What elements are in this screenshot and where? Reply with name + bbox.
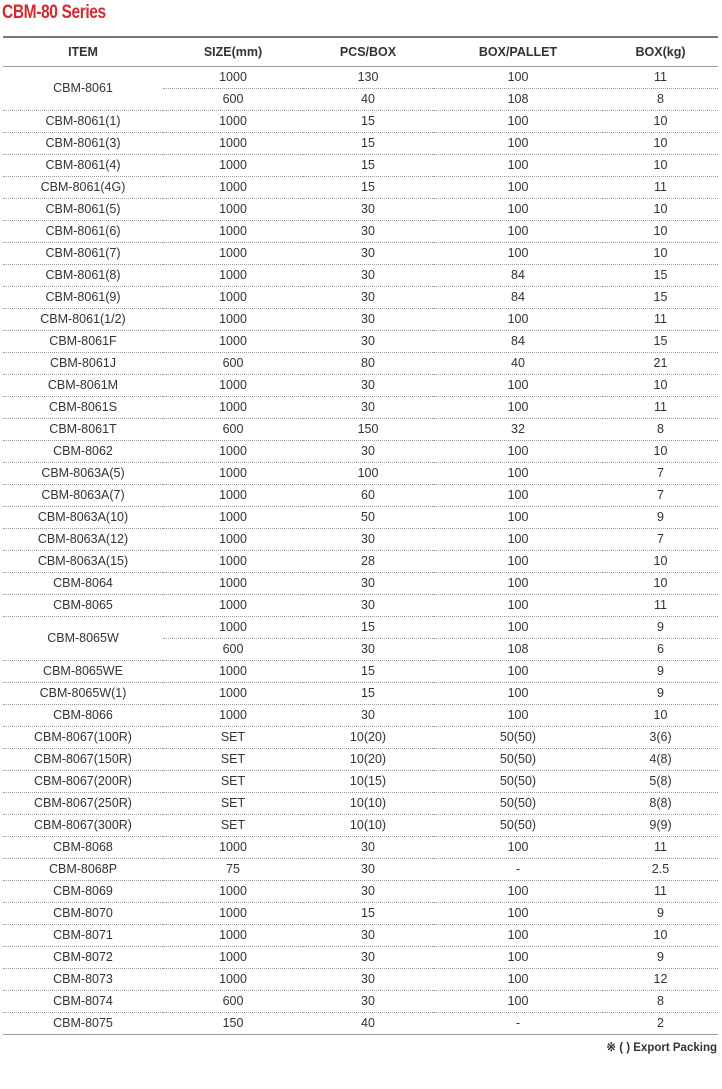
box-pallet-cell: 100 (433, 507, 603, 529)
pcs-box-cell: 15 (303, 683, 433, 705)
pcs-box-cell: 50 (303, 507, 433, 529)
table-row (3, 353, 718, 375)
item-cell: CBM-8063A(12) (3, 529, 163, 551)
size-cell: SET (163, 749, 303, 771)
table-row (3, 991, 718, 1013)
size-cell: 600 (163, 419, 303, 441)
box-pallet-cell: 100 (433, 199, 603, 221)
spec-table (3, 36, 718, 1035)
pcs-box-cell: 130 (303, 67, 433, 89)
box-pallet-cell: 100 (433, 705, 603, 727)
size-cell: 1000 (163, 265, 303, 287)
item-cell: CBM-8070 (3, 903, 163, 925)
pcs-box-cell: 15 (303, 111, 433, 133)
column-header-size: SIZE(mm) (163, 37, 303, 67)
table-row (3, 771, 718, 793)
table-row (3, 617, 718, 639)
box-kg-cell: 7 (603, 485, 718, 507)
size-cell: 1000 (163, 331, 303, 353)
box-pallet-cell: 100 (433, 969, 603, 991)
box-kg-cell: 10 (603, 441, 718, 463)
pcs-box-cell: 30 (303, 881, 433, 903)
item-cell: CBM-8065W (3, 617, 163, 661)
box-kg-cell: 2.5 (603, 859, 718, 881)
item-cell: CBM-8065 (3, 595, 163, 617)
size-cell: SET (163, 793, 303, 815)
box-pallet-cell: 100 (433, 529, 603, 551)
item-cell: CBM-8063A(5) (3, 463, 163, 485)
box-kg-cell: 5(8) (603, 771, 718, 793)
box-kg-cell: 15 (603, 331, 718, 353)
size-cell: 1000 (163, 661, 303, 683)
pcs-box-cell: 10(10) (303, 815, 433, 837)
table-row (3, 309, 718, 331)
table-row (3, 67, 718, 89)
pcs-box-cell: 30 (303, 925, 433, 947)
box-pallet-cell: 100 (433, 111, 603, 133)
box-pallet-cell: 100 (433, 133, 603, 155)
box-kg-cell: 10 (603, 551, 718, 573)
pcs-box-cell: 30 (303, 331, 433, 353)
box-kg-cell: 9 (603, 661, 718, 683)
item-cell: CBM-8069 (3, 881, 163, 903)
footnote: ※ ( ) Export Packing (606, 1042, 717, 1054)
box-pallet-cell: 100 (433, 221, 603, 243)
item-cell: CBM-8061(5) (3, 199, 163, 221)
item-cell: CBM-8061(1/2) (3, 309, 163, 331)
box-kg-cell: 8 (603, 991, 718, 1013)
item-cell: CBM-8061F (3, 331, 163, 353)
table-row (3, 529, 718, 551)
table-row (3, 969, 718, 991)
item-cell: CBM-8061J (3, 353, 163, 375)
box-kg-cell: 8 (603, 89, 718, 111)
box-pallet-cell: 100 (433, 617, 603, 639)
pcs-box-cell: 28 (303, 551, 433, 573)
table-row (3, 287, 718, 309)
table-row (3, 155, 718, 177)
box-pallet-cell: 100 (433, 177, 603, 199)
size-cell: 1000 (163, 221, 303, 243)
table-row (3, 837, 718, 859)
pcs-box-cell: 15 (303, 177, 433, 199)
pcs-box-cell: 30 (303, 199, 433, 221)
item-cell: CBM-8066 (3, 705, 163, 727)
item-cell: CBM-8061(4) (3, 155, 163, 177)
item-cell: CBM-8061(7) (3, 243, 163, 265)
box-kg-cell: 12 (603, 969, 718, 991)
table-row (3, 441, 718, 463)
box-pallet-cell: 32 (433, 419, 603, 441)
table-row (3, 661, 718, 683)
box-kg-cell: 10 (603, 243, 718, 265)
size-cell: 1000 (163, 705, 303, 727)
box-pallet-cell: 100 (433, 595, 603, 617)
pcs-box-cell: 30 (303, 375, 433, 397)
box-pallet-cell: 100 (433, 375, 603, 397)
box-pallet-cell: 100 (433, 661, 603, 683)
pcs-box-cell: 10(20) (303, 727, 433, 749)
size-cell: 1000 (163, 111, 303, 133)
box-pallet-cell: 100 (433, 155, 603, 177)
pcs-box-cell: 80 (303, 353, 433, 375)
table-row (3, 947, 718, 969)
table-row (3, 199, 718, 221)
box-pallet-cell: 100 (433, 837, 603, 859)
item-cell: CBM-8068 (3, 837, 163, 859)
table-row (3, 551, 718, 573)
item-cell: CBM-8067(150R) (3, 749, 163, 771)
box-kg-cell: 9 (603, 947, 718, 969)
size-cell: 1000 (163, 463, 303, 485)
pcs-box-cell: 30 (303, 947, 433, 969)
box-pallet-cell: 84 (433, 265, 603, 287)
size-cell: 1000 (163, 881, 303, 903)
table-row (3, 595, 718, 617)
pcs-box-cell: 30 (303, 837, 433, 859)
box-pallet-cell: 108 (433, 639, 603, 661)
size-cell: 150 (163, 1013, 303, 1035)
box-pallet-cell: - (433, 1013, 603, 1035)
pcs-box-cell: 10(15) (303, 771, 433, 793)
box-pallet-cell: 100 (433, 243, 603, 265)
box-pallet-cell: 50(50) (433, 815, 603, 837)
table-row (3, 397, 718, 419)
box-pallet-cell: 100 (433, 903, 603, 925)
box-pallet-cell: 100 (433, 309, 603, 331)
size-cell: 1000 (163, 199, 303, 221)
size-cell: 75 (163, 859, 303, 881)
pcs-box-cell: 100 (303, 463, 433, 485)
item-cell: CBM-8061(1) (3, 111, 163, 133)
table-row (3, 111, 718, 133)
item-cell: CBM-8067(100R) (3, 727, 163, 749)
pcs-box-cell: 40 (303, 1013, 433, 1035)
item-cell: CBM-8072 (3, 947, 163, 969)
box-pallet-cell: 50(50) (433, 727, 603, 749)
box-kg-cell: 4(8) (603, 749, 718, 771)
box-kg-cell: 11 (603, 881, 718, 903)
item-cell: CBM-8062 (3, 441, 163, 463)
size-cell: 600 (163, 639, 303, 661)
table-row (3, 705, 718, 727)
box-kg-cell: 10 (603, 111, 718, 133)
table-row (3, 727, 718, 749)
box-pallet-cell: 100 (433, 573, 603, 595)
table-row (3, 925, 718, 947)
size-cell: 1000 (163, 683, 303, 705)
size-cell: 1000 (163, 837, 303, 859)
box-pallet-cell: 100 (433, 683, 603, 705)
size-cell: 1000 (163, 485, 303, 507)
column-header-box-pallet: BOX/PALLET (433, 37, 603, 67)
box-kg-cell: 9 (603, 617, 718, 639)
table-row (3, 573, 718, 595)
table-row (3, 815, 718, 837)
item-cell: CBM-8061(6) (3, 221, 163, 243)
box-pallet-cell: 100 (433, 551, 603, 573)
pcs-box-cell: 30 (303, 529, 433, 551)
box-kg-cell: 15 (603, 265, 718, 287)
size-cell: 1000 (163, 155, 303, 177)
box-pallet-cell: 84 (433, 331, 603, 353)
table-row (3, 133, 718, 155)
column-header-pcs-box: PCS/BOX (303, 37, 433, 67)
box-kg-cell: 11 (603, 309, 718, 331)
box-kg-cell: 9(9) (603, 815, 718, 837)
table-row (3, 331, 718, 353)
box-kg-cell: 11 (603, 595, 718, 617)
size-cell: 1000 (163, 947, 303, 969)
size-cell: 1000 (163, 529, 303, 551)
item-cell: CBM-8063A(7) (3, 485, 163, 507)
size-cell: 600 (163, 353, 303, 375)
box-kg-cell: 10 (603, 155, 718, 177)
size-cell: 1000 (163, 617, 303, 639)
pcs-box-cell: 30 (303, 397, 433, 419)
pcs-box-cell: 15 (303, 903, 433, 925)
pcs-box-cell: 30 (303, 243, 433, 265)
table-row (3, 375, 718, 397)
size-cell: SET (163, 727, 303, 749)
pcs-box-cell: 15 (303, 155, 433, 177)
box-kg-cell: 10 (603, 221, 718, 243)
table-row (3, 859, 718, 881)
page-title: CBM-80 Series (2, 2, 106, 23)
item-cell: CBM-8063A(10) (3, 507, 163, 529)
size-cell: 1000 (163, 67, 303, 89)
pcs-box-cell: 150 (303, 419, 433, 441)
box-kg-cell: 21 (603, 353, 718, 375)
box-pallet-cell: 100 (433, 397, 603, 419)
pcs-box-cell: 30 (303, 969, 433, 991)
table-header (3, 37, 718, 67)
item-cell: CBM-8061(3) (3, 133, 163, 155)
table-row (3, 177, 718, 199)
box-pallet-cell: 108 (433, 89, 603, 111)
item-cell: CBM-8064 (3, 573, 163, 595)
item-cell: CBM-8068P (3, 859, 163, 881)
size-cell: 1000 (163, 243, 303, 265)
box-kg-cell: 2 (603, 1013, 718, 1035)
table-row (3, 1013, 718, 1035)
item-cell: CBM-8074 (3, 991, 163, 1013)
box-pallet-cell: 100 (433, 925, 603, 947)
pcs-box-cell: 15 (303, 617, 433, 639)
box-pallet-cell: 100 (433, 67, 603, 89)
item-cell: CBM-8065W(1) (3, 683, 163, 705)
size-cell: 1000 (163, 441, 303, 463)
pcs-box-cell: 40 (303, 89, 433, 111)
size-cell: 600 (163, 991, 303, 1013)
box-kg-cell: 6 (603, 639, 718, 661)
item-cell: CBM-8071 (3, 925, 163, 947)
box-kg-cell: 11 (603, 67, 718, 89)
item-cell: CBM-8061(4G) (3, 177, 163, 199)
item-cell: CBM-8075 (3, 1013, 163, 1035)
pcs-box-cell: 30 (303, 265, 433, 287)
box-kg-cell: 15 (603, 287, 718, 309)
box-kg-cell: 3(6) (603, 727, 718, 749)
box-pallet-cell: 100 (433, 881, 603, 903)
pcs-box-cell: 30 (303, 573, 433, 595)
box-pallet-cell: 50(50) (433, 793, 603, 815)
box-kg-cell: 8(8) (603, 793, 718, 815)
table-row (3, 507, 718, 529)
table-row (3, 903, 718, 925)
pcs-box-cell: 30 (303, 221, 433, 243)
pcs-box-cell: 30 (303, 991, 433, 1013)
box-pallet-cell: 50(50) (433, 771, 603, 793)
size-cell: 1000 (163, 309, 303, 331)
box-pallet-cell: 100 (433, 947, 603, 969)
size-cell: 1000 (163, 551, 303, 573)
pcs-box-cell: 30 (303, 441, 433, 463)
box-kg-cell: 10 (603, 573, 718, 595)
box-kg-cell: 10 (603, 375, 718, 397)
item-cell: CBM-8061S (3, 397, 163, 419)
size-cell: 1000 (163, 133, 303, 155)
box-kg-cell: 9 (603, 683, 718, 705)
size-cell: 1000 (163, 507, 303, 529)
table-row (3, 793, 718, 815)
table-row (3, 749, 718, 771)
column-header-item: ITEM (3, 37, 163, 67)
table-row (3, 463, 718, 485)
item-cell: CBM-8063A(15) (3, 551, 163, 573)
box-kg-cell: 7 (603, 463, 718, 485)
pcs-box-cell: 30 (303, 309, 433, 331)
size-cell: 1000 (163, 925, 303, 947)
box-kg-cell: 8 (603, 419, 718, 441)
item-cell: CBM-8061T (3, 419, 163, 441)
pcs-box-cell: 30 (303, 595, 433, 617)
pcs-box-cell: 15 (303, 661, 433, 683)
table-row (3, 485, 718, 507)
item-cell: CBM-8061(8) (3, 265, 163, 287)
size-cell: SET (163, 815, 303, 837)
item-cell: CBM-8061M (3, 375, 163, 397)
box-pallet-cell: 50(50) (433, 749, 603, 771)
box-kg-cell: 9 (603, 903, 718, 925)
size-cell: 1000 (163, 397, 303, 419)
table-row (3, 265, 718, 287)
size-cell: 1000 (163, 375, 303, 397)
table-body (3, 67, 718, 1035)
box-pallet-cell: 40 (433, 353, 603, 375)
box-kg-cell: 11 (603, 837, 718, 859)
box-pallet-cell: 100 (433, 441, 603, 463)
size-cell: SET (163, 771, 303, 793)
item-cell: CBM-8065WE (3, 661, 163, 683)
pcs-box-cell: 30 (303, 639, 433, 661)
pcs-box-cell: 30 (303, 859, 433, 881)
box-kg-cell: 9 (603, 507, 718, 529)
item-cell: CBM-8073 (3, 969, 163, 991)
size-cell: 600 (163, 89, 303, 111)
pcs-box-cell: 30 (303, 705, 433, 727)
size-cell: 1000 (163, 595, 303, 617)
box-pallet-cell: 100 (433, 463, 603, 485)
table-row (3, 221, 718, 243)
pcs-box-cell: 60 (303, 485, 433, 507)
pcs-box-cell: 10(10) (303, 793, 433, 815)
size-cell: 1000 (163, 969, 303, 991)
box-pallet-cell: - (433, 859, 603, 881)
pcs-box-cell: 30 (303, 287, 433, 309)
table-row (3, 243, 718, 265)
size-cell: 1000 (163, 573, 303, 595)
box-kg-cell: 11 (603, 177, 718, 199)
size-cell: 1000 (163, 287, 303, 309)
table-row (3, 881, 718, 903)
box-kg-cell: 10 (603, 925, 718, 947)
column-header-box-kg: BOX(kg) (603, 37, 718, 67)
item-cell: CBM-8067(200R) (3, 771, 163, 793)
table-row (3, 683, 718, 705)
box-kg-cell: 7 (603, 529, 718, 551)
size-cell: 1000 (163, 903, 303, 925)
box-kg-cell: 10 (603, 199, 718, 221)
box-pallet-cell: 84 (433, 287, 603, 309)
item-cell: CBM-8067(300R) (3, 815, 163, 837)
box-kg-cell: 10 (603, 133, 718, 155)
item-cell: CBM-8067(250R) (3, 793, 163, 815)
item-cell: CBM-8061(9) (3, 287, 163, 309)
pcs-box-cell: 15 (303, 133, 433, 155)
box-pallet-cell: 100 (433, 485, 603, 507)
box-pallet-cell: 100 (433, 991, 603, 1013)
size-cell: 1000 (163, 177, 303, 199)
pcs-box-cell: 10(20) (303, 749, 433, 771)
box-kg-cell: 11 (603, 397, 718, 419)
item-cell: CBM-8061 (3, 67, 163, 111)
table-row (3, 419, 718, 441)
box-kg-cell: 10 (603, 705, 718, 727)
